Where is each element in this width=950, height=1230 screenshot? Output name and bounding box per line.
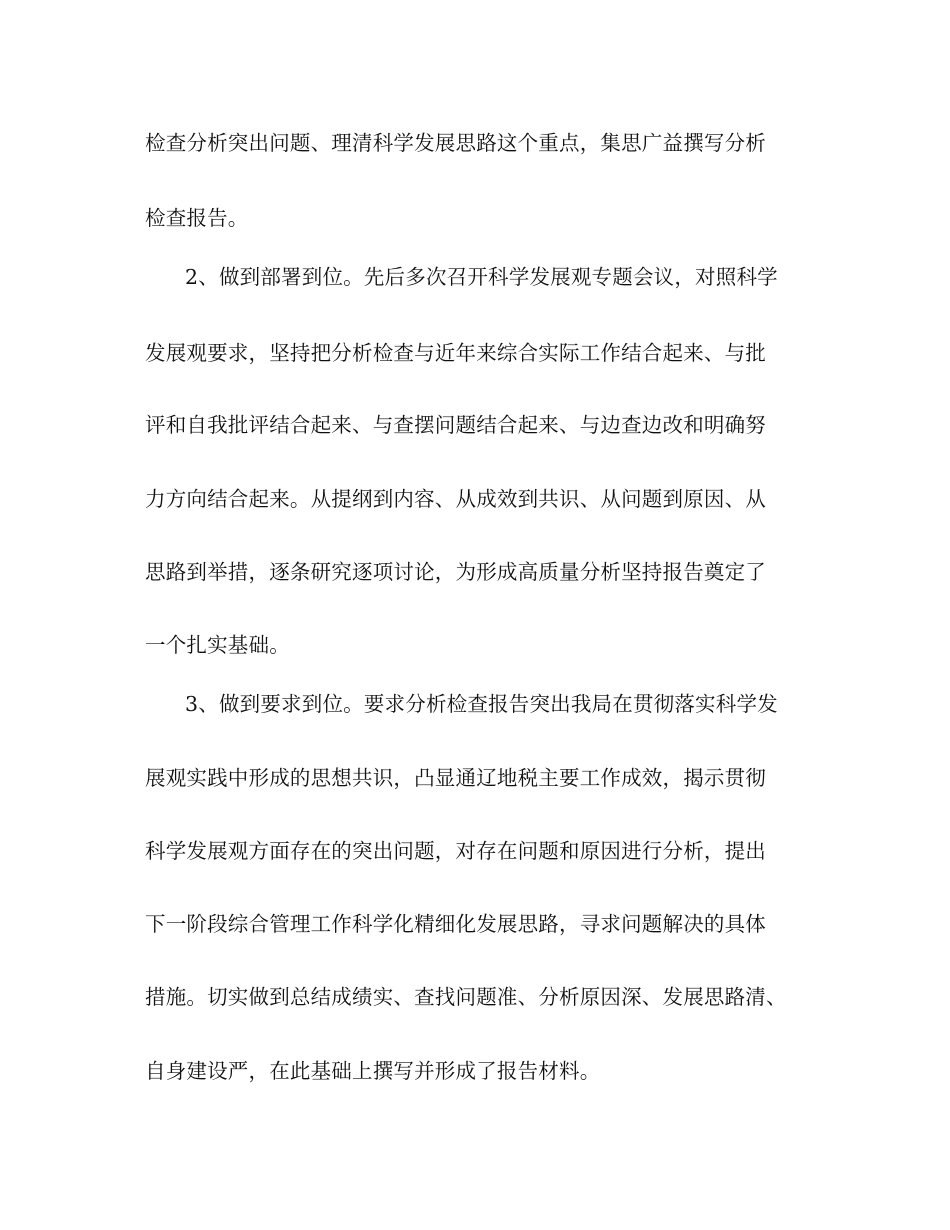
text-line-13: 措施。切实做到总结成绩实、查找问题准、分析原因深、发展思路清、 — [145, 985, 787, 1009]
text-line-6: 力方向结合起来。从提纲到内容、从成效到共识、从问题到原因、从 — [145, 487, 766, 511]
text-line-12: 下一阶段综合管理工作科学化精细化发展思路，寻求问题解决的具体 — [145, 912, 766, 936]
text-line-11: 科学发展观方面存在的突出问题，对存在问题和原因进行分析，提出 — [145, 839, 766, 863]
text-line-4: 发展观要求，坚持把分析检查与近年来综合实际工作结合起来、与批 — [145, 341, 766, 365]
text-line-8: 一个扎实基础。 — [145, 633, 290, 657]
text-line-14: 自身建设严，在此基础上撰写并形成了报告材料。 — [145, 1059, 601, 1083]
text-line-3: 2、做到部署到位。先后多次召开科学发展观专题会议，对照科学 — [185, 265, 778, 289]
text-line-10: 展观实践中形成的思想共识，凸显通辽地税主要工作成效，揭示贯彻 — [145, 766, 766, 790]
text-line-2: 检查报告。 — [145, 206, 249, 230]
text-line-9: 3、做到要求到位。要求分析检查报告突出我局在贯彻落实科学发 — [185, 692, 778, 716]
text-line-7: 思路到举措，逐条研究逐项讨论，为形成高质量分析坚持报告奠定了 — [145, 560, 766, 584]
text-line-5: 评和自我批评结合起来、与查摆问题结合起来、与边查边改和明确努 — [145, 413, 766, 437]
text-line-1: 检查分析突出问题、理清科学发展思路这个重点，集思广益撰写分析 — [145, 131, 766, 155]
